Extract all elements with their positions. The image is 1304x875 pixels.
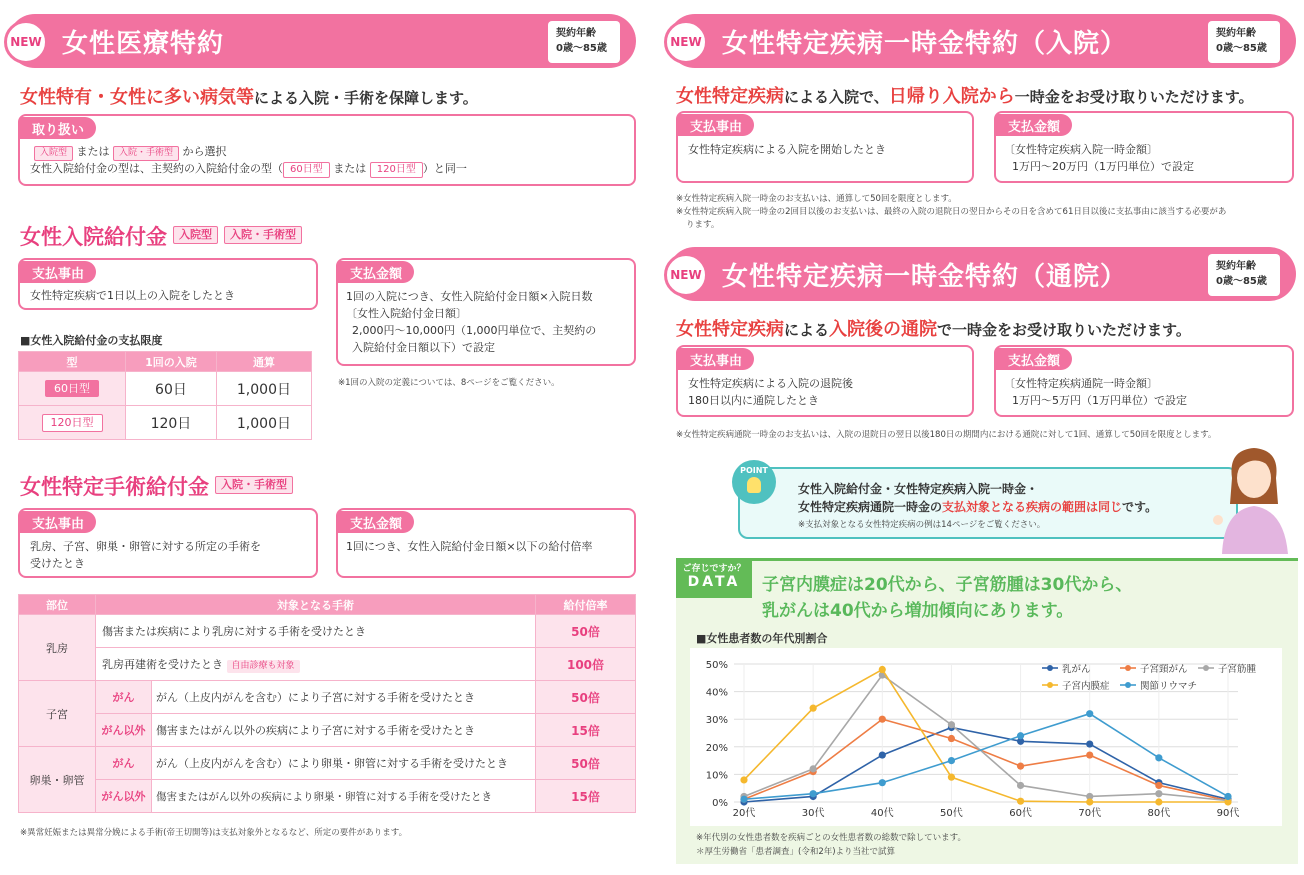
data-point: [948, 735, 955, 742]
section-title: 女性特定疾病一時金特約（入院）: [722, 28, 1128, 59]
new-badge: NEW: [664, 253, 708, 297]
x-tick-label: 30代: [801, 808, 825, 819]
data-point: [740, 796, 747, 803]
inpatient-reason-text: 女性特定疾病による入院を開始したとき: [688, 143, 886, 156]
hosp-reason-text: 女性特定疾病で1日以上の入院をしたとき: [30, 289, 235, 302]
new-badge: NEW: [664, 20, 708, 64]
data-point: [1155, 754, 1162, 761]
x-tick-label: 90代: [1216, 808, 1240, 819]
data-point: [1017, 732, 1024, 739]
hosp-amount-tag: 支払金額: [338, 261, 414, 283]
x-tick-label: 60代: [1009, 808, 1032, 819]
legend-label: 関節リウマチ: [1140, 681, 1198, 692]
legend-marker: [1203, 665, 1209, 671]
surg-reason-tag: 支払事由: [20, 511, 96, 533]
inpatient-notes: ※女性特定疾病入院一時金のお支払いは、通算して50回を限度とします。 ※女性特定疾病入院一時金の2回目以後のお支払いは、最終の入院の退院日の翌日からその日を含めて61日目以後に支払事由に該当する必要があ ります。: [676, 194, 1227, 230]
outpatient-reason-tag: 支払事由: [678, 348, 754, 370]
data-point: [879, 666, 886, 673]
lead-text: 女性特有・女性に多い病気等による入院・手術を保障します。: [20, 87, 478, 108]
hospitalization-benefit-title: 女性入院給付金 入院型 入院・手術型: [20, 221, 302, 251]
contract-age: 契約年齢 0歳～85歳: [1208, 254, 1280, 296]
y-tick-label: 10%: [705, 770, 728, 782]
point-text: 女性入院給付金・女性特定疾病入院一時金・ 女性特定疾病通院一時金の支払対象となる疾病の範囲は同じです。: [798, 482, 1158, 514]
outpatient-amount-text: 〔女性特定疾病通院一時金額〕 1万円～5万円（1万円単位）で設定: [1004, 377, 1187, 407]
outpatient-lead: 女性特定疾病による入院後の通院で一時金をお受け取りいただけます。: [676, 319, 1191, 340]
y-tick-label: 20%: [705, 742, 728, 754]
outpatient-note: ※女性特定疾病通院一時金のお支払いは、入院の退院日の翌日以後180日の期間内における通院に対して1回、通算して50回を限度とします。: [676, 430, 1217, 440]
hosp-amount-text: 1回の入院につき、女性入院給付金日額×入院日数 〔女性入院給付金日額〕 2,000円～10,000円（1,000円単位で、主契約の 入院給付金日額以下）で設定: [346, 290, 597, 354]
surg-amount-text: 1回につき、女性入院給付金日額×以下の給付倍率: [346, 540, 593, 553]
legend-label: 子宮頸がん: [1140, 664, 1188, 675]
outpatient-reason-text: 女性特定疾病による入院の退院後 180日以内に通院したとき: [688, 377, 853, 407]
data-point: [879, 716, 886, 723]
inpatient-reason-tag: 支払事由: [678, 114, 754, 136]
legend-marker: [1047, 665, 1053, 671]
section-title: 女性医療特約: [62, 28, 225, 59]
y-tick-label: 0%: [712, 798, 728, 809]
legend-label: 子宮内膜症: [1062, 681, 1110, 692]
data-point: [879, 751, 886, 758]
surg-reason-text: 乳房、子宮、卵巣・卵管に対する所定の手術を 受けたとき: [30, 540, 261, 570]
outpatient-amount-tag: 支払金額: [996, 348, 1072, 370]
data-point: [948, 774, 955, 781]
legend-marker: [1125, 682, 1131, 688]
inpatient-rider-header: [668, 14, 1296, 68]
point-badge: POINT: [732, 460, 776, 504]
y-tick-label: 30%: [705, 715, 728, 727]
point-note: ※支払対象となる女性特定疾病の例は14ページをご覧ください。: [798, 520, 1046, 530]
data-heading: 子宮内膜症は20代から、子宮筋腫は30代から、 乳がんは40代から増加傾向にあります。: [762, 575, 1133, 621]
data-badge: ご存じですか？ DATA: [676, 558, 752, 598]
y-tick-label: 40%: [705, 687, 728, 699]
data-point: [1086, 740, 1093, 747]
woman-illustration: [1212, 444, 1296, 554]
data-point: [1155, 798, 1162, 805]
surgery-note: ※異常妊娠または異常分娩による手術(帝王切開等)は支払対象外となるなど、所定の要件があります。: [20, 828, 408, 838]
data-point: [1017, 782, 1024, 789]
data-point: [1155, 790, 1162, 797]
legend-label: 乳がん: [1062, 664, 1091, 675]
lightbulb-icon: [747, 477, 761, 493]
x-tick-label: 40代: [870, 808, 894, 819]
handling-tag: 取り扱い: [20, 117, 96, 139]
data-point: [810, 705, 817, 712]
new-badge: NEW: [4, 20, 48, 64]
surgery-table: 部位 対象となる手術 給付倍率 乳房 傷害または疾病により乳房に対する手術を受けたとき 50倍 乳房再建術を受けたとき 自由診療も対象 100倍 子宮 がん がん（上皮内がんを含む）により子宮に対する手術を受けたとき 50倍 がん以外 傷害またはがん以外の疾病により子宮に対する手術を受けたとき 15倍 卵巣・卵管 がん がん（上皮内がんを含む）により卵巣・卵管に対する手術を受けたとき 50倍 がん以外 傷害またはがん以外の疾病により卵巣・卵管に対する手術を受けたとき 15倍: [18, 594, 636, 813]
data-point: [1017, 798, 1024, 805]
hosp-reason-tag: 支払事由: [20, 261, 96, 283]
outpatient-rider-header: [668, 247, 1296, 301]
data-point: [879, 779, 886, 786]
data-point: [810, 765, 817, 772]
section-title: 女性特定疾病一時金特約（通院）: [722, 261, 1128, 292]
surgery-benefit-title: 女性特定手術給付金 入院・手術型: [20, 471, 293, 501]
x-tick-label: 70代: [1078, 808, 1102, 819]
x-tick-label: 20代: [732, 808, 756, 819]
x-tick-label: 80代: [1147, 808, 1171, 819]
data-point: [1086, 710, 1093, 717]
inpatient-lead: 女性特定疾病による入院で、日帰り入院から一時金をお受け取りいただけます。: [676, 86, 1254, 107]
limit-table: 型 1回の入院 通算 60日型 60日 1,000日 120日型 120日 1,000日: [18, 351, 312, 440]
data-point: [948, 721, 955, 728]
hosp-note: ※1回の入院の定義については、8ページをご覧ください。: [338, 378, 560, 388]
data-point: [810, 790, 817, 797]
data-point: [1086, 751, 1093, 758]
chart-title: ■女性患者数の年代別割合: [696, 632, 828, 645]
legend-marker: [1125, 665, 1131, 671]
surg-amount-tag: 支払金額: [338, 511, 414, 533]
data-note-2: ＊厚生労働省「患者調査」(令和2年)より当社で試算: [696, 847, 896, 857]
age-distribution-chart: [690, 648, 1282, 826]
handling-line2: 女性入院給付金の型は、主契約の入院給付金の型（ 60日型 または 120日型 ）と同一: [30, 160, 467, 178]
female-medical-rider-header: [8, 14, 636, 68]
contract-age: 契約年齢 0歳～85歳: [548, 21, 620, 63]
data-point: [1086, 798, 1093, 805]
data-point: [1017, 763, 1024, 770]
y-tick-label: 50%: [705, 660, 728, 671]
data-point: [1155, 782, 1162, 789]
limit-title: ■女性入院給付金の支払限度: [20, 334, 163, 347]
handling-line1: 入院型 または 入院・手術型 から選択: [34, 143, 227, 161]
legend-label: 子宮筋腫: [1218, 664, 1257, 675]
data-note-1: ※年代別の女性患者数を疾病ごとの女性患者数の総数で除しています。: [696, 833, 966, 843]
legend-marker: [1047, 682, 1053, 688]
data-point: [948, 757, 955, 764]
inpatient-amount-tag: 支払金額: [996, 114, 1072, 136]
data-point: [1224, 793, 1231, 800]
contract-age: 契約年齢 0歳～85歳: [1208, 21, 1280, 63]
inpatient-amount-text: 〔女性特定疾病入院一時金額〕 1万円～20万円（1万円単位）で設定: [1004, 143, 1194, 173]
data-point: [740, 776, 747, 783]
x-tick-label: 50代: [940, 808, 963, 819]
